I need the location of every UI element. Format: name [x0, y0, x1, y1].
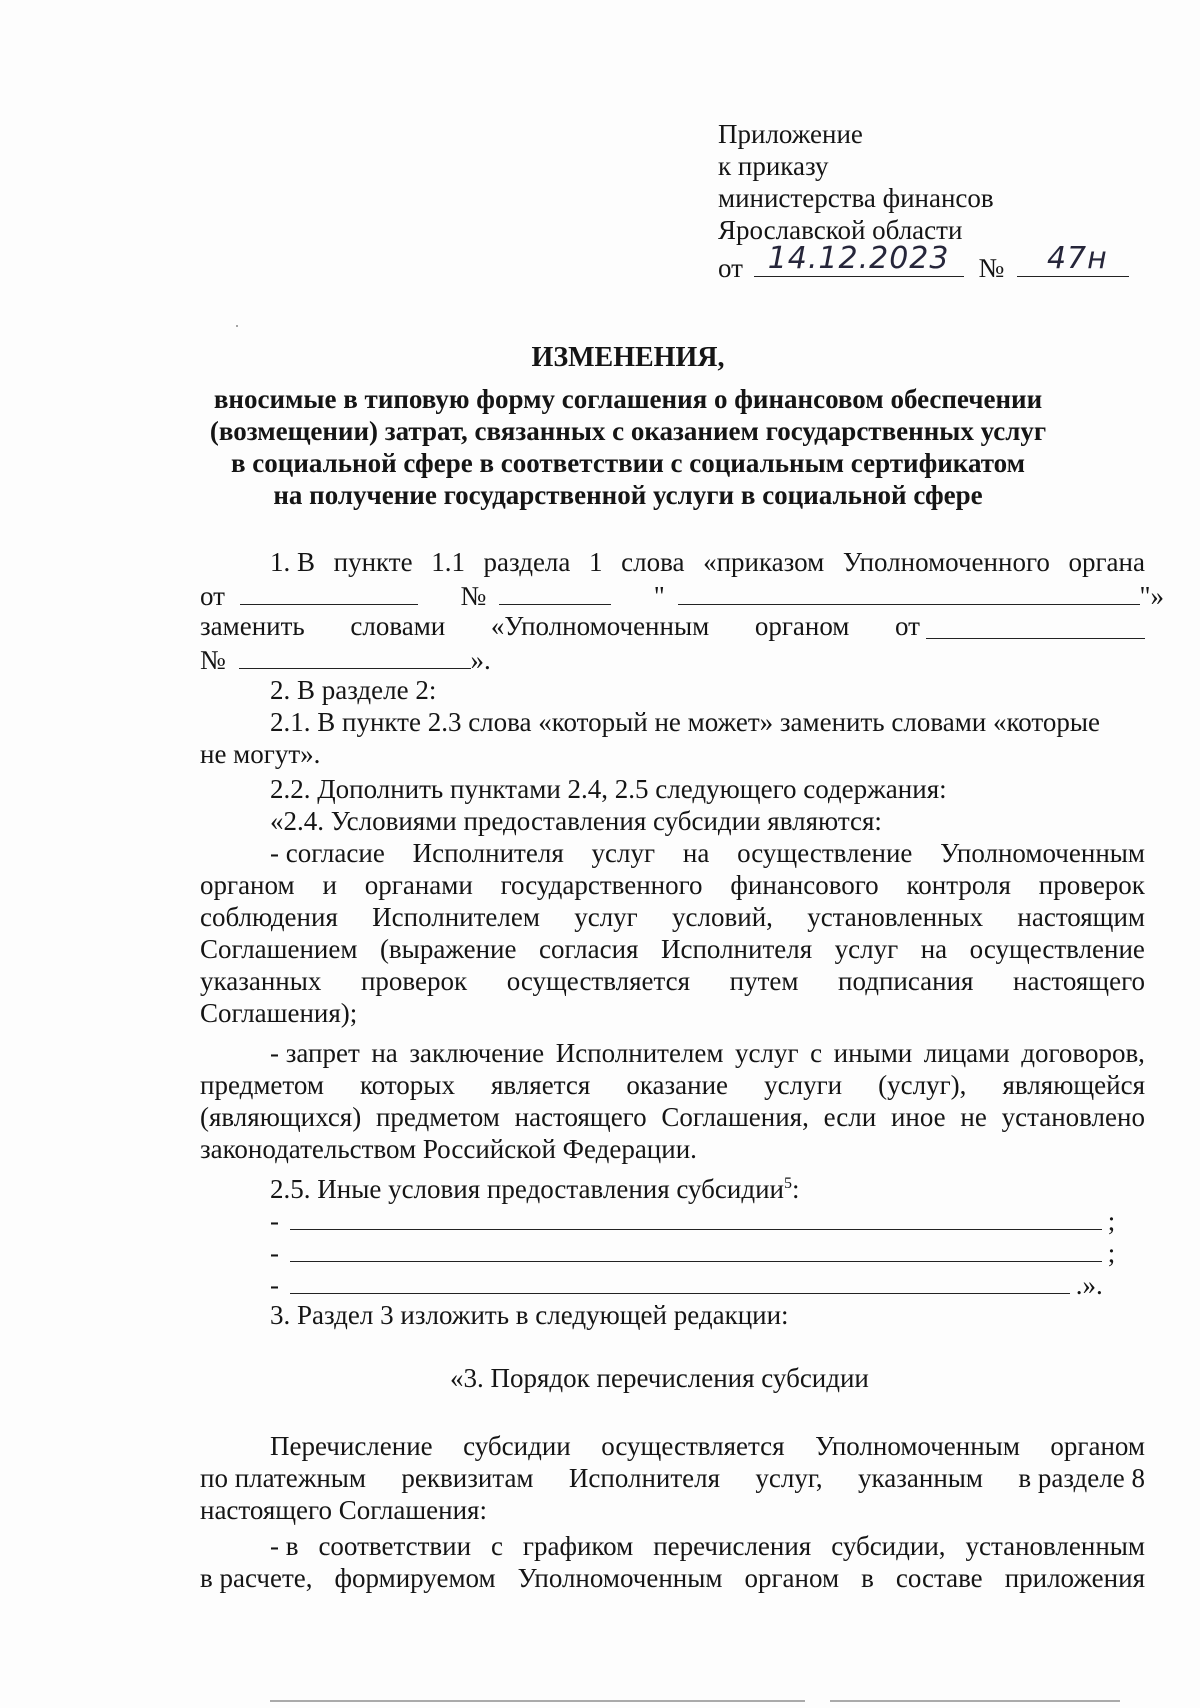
word: иными — [833, 1038, 913, 1068]
p21-text: 2.1. В пункте 2.3 слова «который не может» заменить словами «которые — [270, 707, 1100, 737]
footnote-ref: 5 — [783, 1175, 792, 1192]
word: в расчете, — [200, 1563, 313, 1593]
word: соответствии — [318, 1531, 472, 1561]
b1-line-5 — [200, 965, 1145, 997]
word: не — [960, 1102, 987, 1132]
word: услуг — [574, 902, 638, 932]
word: соблюдения — [200, 902, 338, 932]
word: предметом — [200, 1070, 324, 1100]
title-line-3: в социальной сфере в соответствии с социальным сертификатом — [230, 448, 1026, 478]
word: составе — [895, 1563, 983, 1593]
p3-bullet-line-2 — [200, 1562, 1145, 1594]
word: субсидии — [463, 1431, 571, 1461]
word: от — [895, 611, 920, 641]
word: указанным — [858, 1463, 983, 1493]
blank-number-2 — [239, 642, 471, 669]
word: по платежным — [200, 1463, 367, 1493]
word: Исполнителя — [412, 838, 564, 868]
p3-bullet-line-1 — [270, 1530, 1145, 1562]
word: на — [682, 838, 710, 868]
word: предметом — [375, 1102, 500, 1132]
approval-line-3: министерства финансов — [718, 183, 994, 213]
blank-condition-1 — [270, 1203, 1115, 1237]
word: Исполнителем — [372, 902, 540, 932]
word: если — [823, 1102, 877, 1132]
p1-line-4 — [200, 642, 491, 676]
word: настоящего — [1013, 966, 1145, 996]
word: (являющихся) — [200, 1102, 362, 1132]
word: формируемом — [334, 1563, 496, 1593]
word: пункте — [333, 547, 413, 577]
word: настоящим — [1017, 902, 1145, 932]
date-prefix: от — [718, 253, 743, 283]
blank-number — [499, 578, 611, 605]
word: проверок — [1038, 870, 1145, 900]
word: условий, — [672, 902, 773, 932]
b1-line-1 — [270, 837, 1145, 869]
word: осуществляется — [506, 966, 691, 996]
b1-line-4 — [200, 933, 1145, 965]
word: Исполнителя — [568, 1463, 721, 1493]
word: Исполнителем — [555, 1038, 724, 1068]
word: слова — [621, 547, 685, 577]
word: Уполномоченного — [842, 547, 1050, 577]
p3-para-line-3: настоящего Соглашения: — [200, 1495, 487, 1525]
word: услуг — [834, 934, 899, 964]
p21-line-2: не могут». — [200, 739, 321, 769]
approval-line-4: Ярославской области — [718, 215, 963, 245]
word: осуществляется — [601, 1431, 785, 1461]
word: органом — [200, 870, 295, 900]
p1-line-3 — [200, 610, 1145, 642]
word: осуществление — [969, 934, 1145, 964]
num-label-2: № — [200, 645, 226, 675]
title-line-4: на получение государственной услуги в социальной сфере — [273, 480, 983, 510]
word: Исполнителя — [661, 934, 813, 964]
word: перечисления — [653, 1531, 812, 1561]
word: с — [490, 1531, 503, 1561]
p24-text: «2.4. Условиями предоставления субсидии являются: — [270, 806, 882, 836]
word: «Уполномоченным — [490, 611, 710, 641]
word: договоров, — [1021, 1038, 1145, 1068]
word: словами — [350, 611, 446, 641]
approval-line-1: Приложение — [718, 119, 863, 149]
dash: - — [270, 1270, 279, 1300]
semicolon: ; — [1107, 1206, 1116, 1236]
p3-para-line-1 — [270, 1430, 1145, 1462]
ot-label: от — [200, 581, 225, 611]
word: проверок — [360, 966, 468, 996]
approval-block — [718, 118, 1129, 282]
word: органа — [1068, 547, 1145, 577]
word: органом — [754, 611, 850, 641]
word: финансового — [730, 870, 879, 900]
word: графиком — [522, 1531, 634, 1561]
blank-name — [678, 578, 1140, 605]
quote-open: " — [653, 581, 665, 611]
word: раздела — [483, 547, 571, 577]
b1-line-3 — [200, 901, 1145, 933]
p2-heading: 2. В разделе 2: — [270, 675, 437, 705]
word: субсидии, — [831, 1531, 946, 1561]
word: Уполномоченным — [517, 1563, 723, 1593]
word: заменить — [200, 611, 305, 641]
word: 1 — [589, 547, 603, 577]
number-prefix: № — [978, 253, 1005, 283]
word: установленным — [965, 1531, 1145, 1561]
b2-line-4: законодательством Российской Федерации. — [200, 1134, 697, 1164]
word: приложения — [1004, 1563, 1145, 1593]
word: Уполномоченным — [815, 1431, 1020, 1461]
word: контроля — [906, 870, 1011, 900]
word: лицами — [923, 1038, 1010, 1068]
scan-edge-line — [830, 1700, 1120, 1702]
word: является — [491, 1070, 591, 1100]
b2-line-2 — [200, 1069, 1145, 1101]
p25-text: 2.5. Иные условия предоставления субсидии — [270, 1174, 784, 1204]
word: с — [810, 1038, 823, 1068]
quote-close: "» — [1139, 581, 1165, 611]
p1-line-1 — [270, 546, 1145, 578]
word: - согласие — [270, 838, 385, 868]
blank-condition-3 — [270, 1267, 1103, 1301]
title-line-2: (возмещении) затрат, связанных с оказанием государственных услуг — [209, 416, 1047, 446]
word: услуг, — [755, 1463, 823, 1493]
word: установленных — [807, 902, 984, 932]
num-label: № — [460, 581, 487, 611]
word: на — [371, 1038, 398, 1068]
handwritten-date: 14.12.2023 — [767, 241, 950, 276]
word: указанных — [200, 966, 322, 996]
word: органами — [364, 870, 473, 900]
b1-line-6: Соглашения); — [200, 998, 358, 1028]
word: согласия — [538, 934, 639, 964]
word: и — [322, 870, 337, 900]
number-field — [1017, 241, 1129, 277]
word: (выражение — [379, 934, 517, 964]
title-line-1: вносимые в типовую форму соглашения о финансовом обеспечении — [213, 384, 1043, 414]
word: в — [861, 1563, 874, 1593]
word: - в — [270, 1531, 299, 1561]
p3-text: 3. Раздел 3 изложить в следующей редакции: — [270, 1300, 789, 1330]
section-3-title: «3. Порядок перечисления субсидии — [450, 1363, 869, 1393]
blank-date-2 — [926, 612, 1145, 639]
word: подписания — [838, 966, 974, 996]
p1-end: ». — [470, 645, 491, 675]
p3-para-line-2 — [200, 1462, 1145, 1494]
document-title: ИЗМЕНЕНИЯ, — [531, 342, 725, 373]
scan-edge-line — [270, 1700, 805, 1702]
scan-speck — [236, 325, 238, 327]
word: Соглашения, — [661, 1102, 809, 1132]
word: являющейся — [1002, 1070, 1145, 1100]
p1-line-2 — [200, 578, 1164, 612]
word: реквизитам — [401, 1463, 534, 1493]
word: услуг — [735, 1038, 799, 1068]
blank-line — [290, 1235, 1102, 1262]
blank-line — [290, 1267, 1070, 1294]
word: Перечисление — [270, 1431, 433, 1461]
b2-line-3 — [200, 1101, 1145, 1133]
b1-line-2 — [200, 869, 1145, 901]
word: (услуг), — [878, 1070, 967, 1100]
word: Соглашением — [200, 934, 358, 964]
p25-line — [270, 1168, 800, 1205]
word: иное — [890, 1102, 946, 1132]
p22-text: 2.2. Дополнить пунктами 2.4, 2.5 следующего содержания: — [270, 774, 947, 804]
date-field — [754, 241, 964, 277]
b2-line-1 — [270, 1037, 1145, 1069]
word: - запрет — [270, 1038, 360, 1068]
word: услуг — [591, 838, 656, 868]
handwritten-number: 47н — [1046, 241, 1108, 276]
word: 1.1 — [431, 547, 465, 577]
word: оказание — [626, 1070, 729, 1100]
word: государственного — [500, 870, 703, 900]
dash: - — [270, 1238, 279, 1268]
dash: - — [270, 1206, 279, 1236]
blank-condition-2 — [270, 1235, 1115, 1269]
semicolon: ; — [1107, 1238, 1116, 1268]
word: Уполномоченным — [940, 838, 1145, 868]
end-mark: .». — [1075, 1270, 1103, 1300]
approval-line-2: к приказу — [718, 151, 829, 181]
word: на — [920, 934, 948, 964]
p25-colon: : — [791, 1174, 800, 1204]
word: «приказом — [703, 547, 825, 577]
blank-line — [290, 1203, 1102, 1230]
word: которых — [359, 1070, 455, 1100]
word: настоящего — [514, 1102, 647, 1132]
word: заключение — [409, 1038, 545, 1068]
word: осуществление — [737, 838, 913, 868]
word: путем — [729, 966, 799, 996]
word: услуги — [764, 1070, 843, 1100]
word: органом — [744, 1563, 840, 1593]
word: органом — [1050, 1431, 1145, 1461]
approval-date-line — [718, 241, 1129, 283]
word: в разделе 8 — [1018, 1463, 1145, 1493]
blank-date — [240, 578, 418, 605]
p21-line-1 — [270, 706, 1145, 738]
word: установлено — [1001, 1102, 1145, 1132]
word: 1. В — [270, 547, 316, 577]
